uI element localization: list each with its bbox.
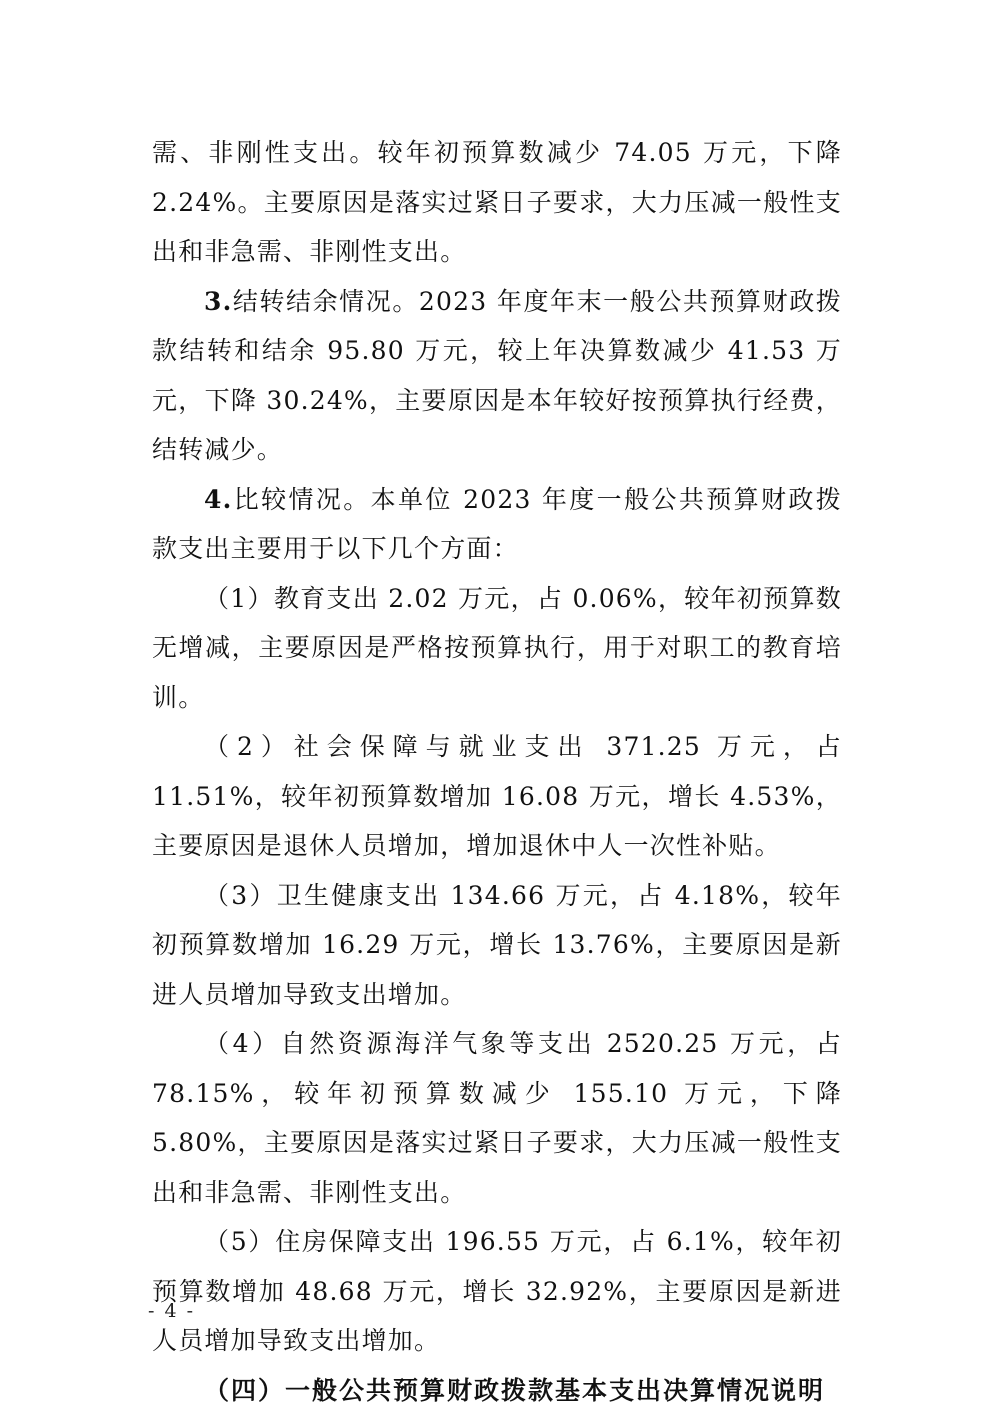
paragraph-health: （3）卫生健康支出 134.66 万元，占 4.18%，较年初预算数增加 16.29 万元，增长 13.76%，主要原因是新进人员增加导致支出增加。	[152, 871, 842, 1020]
body-text	[152, 128, 842, 1415]
paragraph-comparison	[152, 475, 842, 574]
paragraph-text: 结转结余情况。2023 年度年末一般公共预算财政拨款结转和结余 95.80 万元，较上年决算数减少 41.53 万元，下降 30.24%，主要原因是本年较好按预算执行经费，结转减少。	[152, 287, 842, 465]
paragraph-natural-resources: （4）自然资源海洋气象等支出 2520.25 万元，占 78.15%，较年初预算数减少 155.10 万元，下降 5.80%，主要原因是落实过紧日子要求，大力压减一般性支出和非急需、非刚性支出。	[152, 1019, 842, 1217]
page-number: - 4 -	[148, 1300, 195, 1322]
item-number: 3.	[204, 287, 233, 316]
paragraph-social-security: （2）社会保障与就业支出 371.25 万元，占 11.51%，较年初预算数增加 16.08 万元，增长 4.53%，主要原因是退休人员增加，增加退休中人一次性补贴。	[152, 722, 842, 871]
paragraph-education: （1）教育支出 2.02 万元，占 0.06%，较年初预算数无增减，主要原因是严格按预算执行，用于对职工的教育培训。	[152, 574, 842, 723]
section-heading: （四）一般公共预算财政拨款基本支出决算情况说明	[152, 1366, 842, 1415]
paragraph-continuation: 需、非刚性支出。较年初预算数减少 74.05 万元，下降 2.24%。主要原因是落实过紧日子要求，大力压减一般性支出和非急需、非刚性支出。	[152, 128, 842, 277]
item-number: 4.	[204, 485, 233, 514]
paragraph-carryover-balance	[152, 277, 842, 475]
paragraph-housing: （5）住房保障支出 196.55 万元，占 6.1%，较年初预算数增加 48.68 万元，增长 32.92%，主要原因是新进人员增加导致支出增加。	[152, 1217, 842, 1366]
paragraph-text: 比较情况。本单位 2023 年度一般公共预算财政拨款支出主要用于以下几个方面：	[152, 485, 842, 564]
